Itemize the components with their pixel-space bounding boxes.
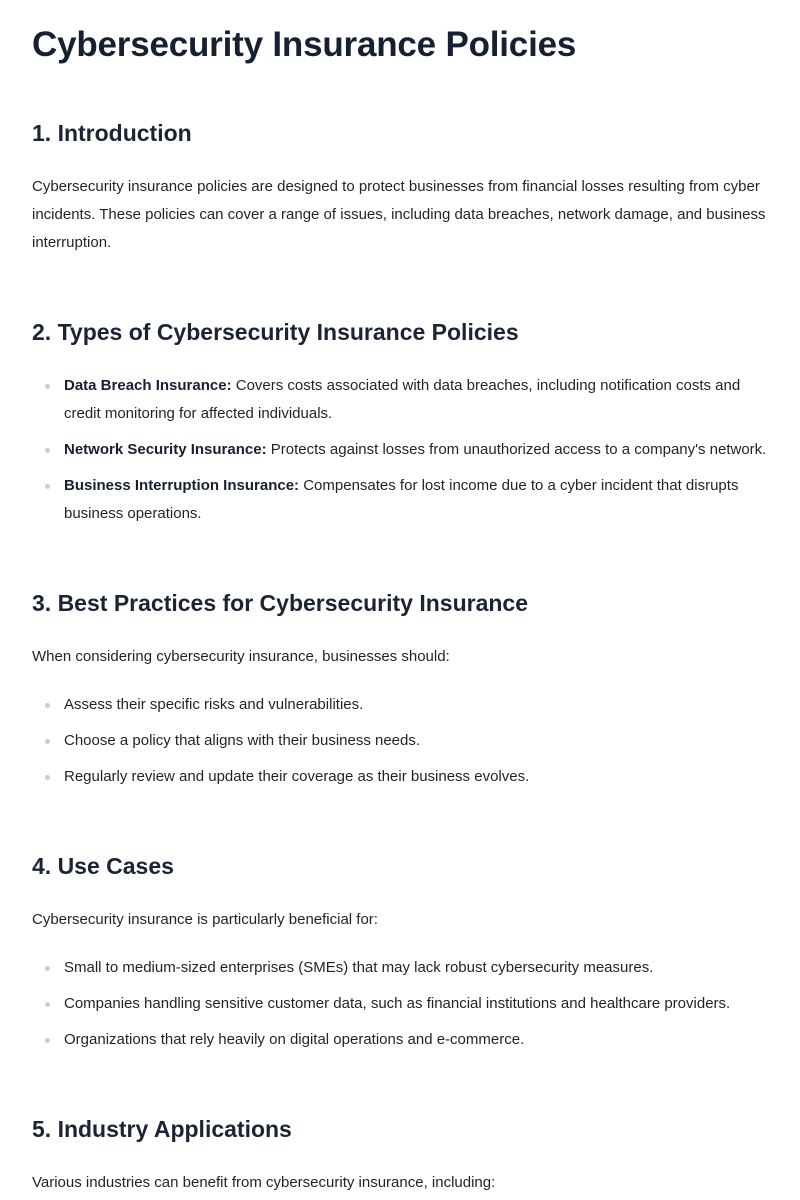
policy-types-list xyxy=(32,372,768,528)
list-item xyxy=(32,990,768,1018)
section-industry-applications xyxy=(32,1113,768,1197)
bullet-icon xyxy=(45,703,50,708)
list-item xyxy=(32,727,768,755)
section-policy-types xyxy=(32,316,768,528)
section-heading-industry-applications: 5. Industry Applications xyxy=(32,1116,292,1142)
list-item xyxy=(32,372,768,428)
list-item xyxy=(32,1026,768,1054)
list-item-text: Regularly review and update their coverage as their business evolves. xyxy=(64,768,530,785)
bullet-icon xyxy=(45,1038,50,1043)
page-title: Cybersecurity Insurance Policies xyxy=(32,25,577,64)
list-item-text: Companies handling sensitive customer data, such as financial institutions and healthcare providers. xyxy=(64,995,731,1012)
bullet-icon xyxy=(45,966,50,971)
section-introduction xyxy=(32,117,768,257)
section-heading-best-practices: 3. Best Practices for Cybersecurity Insurance xyxy=(32,590,529,616)
list-item xyxy=(32,954,768,982)
section-heading-use-cases: 4. Use Cases xyxy=(32,853,174,879)
bullet-icon xyxy=(45,484,50,489)
bullet-icon xyxy=(45,1002,50,1007)
list-item-text: Choose a policy that aligns with their business needs. xyxy=(64,732,421,749)
list-item-text: Compensates for lost income due to a cyber incident that disrupts business operations. xyxy=(64,477,739,522)
section-use-cases xyxy=(32,850,768,1054)
list-item-text: Protects against losses from unauthorized access to a company's network. xyxy=(266,441,767,458)
section-heading-introduction: 1. Introduction xyxy=(32,120,192,146)
industry-applications-intro: Various industries can benefit from cybersecurity insurance, including: xyxy=(32,1174,496,1191)
best-practices-intro: When considering cybersecurity insurance, businesses should: xyxy=(32,648,450,665)
list-item xyxy=(32,436,768,464)
list-item xyxy=(32,472,768,528)
introduction-paragraph: Cybersecurity insurance policies are designed to protect businesses from financial losses resulting from cyber incidents. These policies can cover a range of issues, including data breaches, network damage, and business interruption. xyxy=(32,178,766,251)
list-item-text: Small to medium-sized enterprises (SMEs) that may lack robust cybersecurity measures. xyxy=(64,959,654,976)
bullet-icon xyxy=(45,448,50,453)
list-item-term: Business Interruption Insurance: xyxy=(64,477,300,494)
use-cases-intro: Cybersecurity insurance is particularly beneficial for: xyxy=(32,911,378,928)
use-cases-list xyxy=(32,954,768,1054)
list-item-text: Organizations that rely heavily on digital operations and e-commerce. xyxy=(64,1031,525,1048)
list-item-text: Covers costs associated with data breaches, including notification costs and credit monitoring for affected individuals. xyxy=(64,377,741,422)
list-item-term: Network Security Insurance: xyxy=(64,441,267,458)
list-item-term: Data Breach Insurance: xyxy=(64,377,232,394)
bullet-icon xyxy=(45,775,50,780)
list-item xyxy=(32,691,768,719)
best-practices-list xyxy=(32,691,768,791)
bullet-icon xyxy=(45,384,50,389)
list-item-text: Assess their specific risks and vulnerabilities. xyxy=(64,696,364,713)
bullet-icon xyxy=(45,739,50,744)
section-heading-policy-types: 2. Types of Cybersecurity Insurance Policies xyxy=(32,319,519,345)
section-best-practices xyxy=(32,587,768,791)
list-item xyxy=(32,763,768,791)
